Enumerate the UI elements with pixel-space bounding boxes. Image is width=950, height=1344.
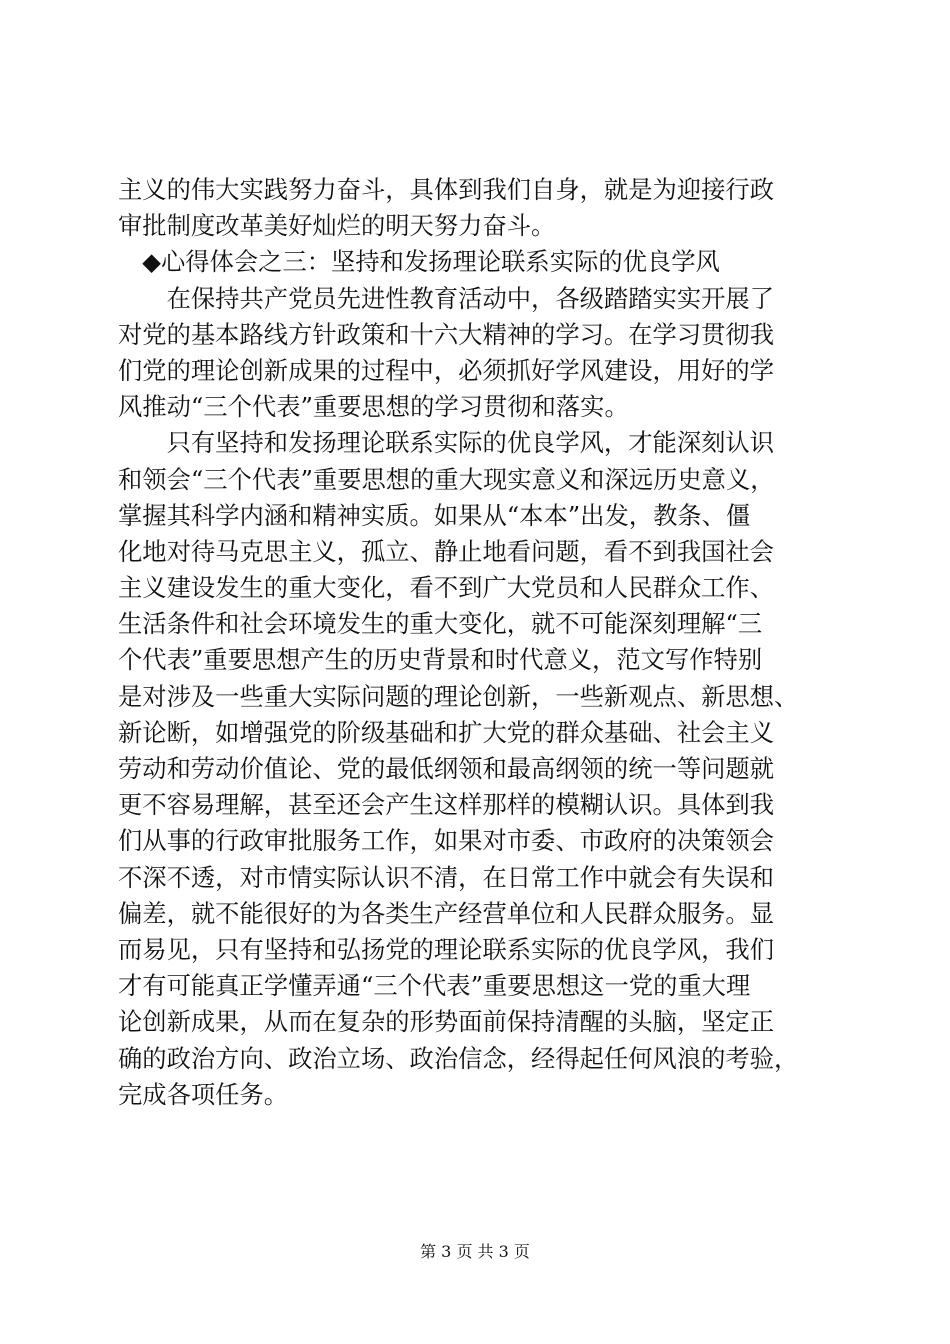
text-line: 主义建设发生的重大变化，看不到广大党员和人民群众工作、: [118, 573, 775, 603]
text-line: 对党的基本路线方针政策和十六大精神的学习。在学习贯彻我: [118, 319, 775, 349]
text-line: 化地对待马克思主义，孤立、静止地看问题，看不到我国社会: [118, 536, 775, 566]
text-line: 主义的伟大实践努力奋斗，具体到我们自身，就是为迎接行政: [118, 175, 775, 204]
text-line: 更不容易理解，甚至还会产生这样那样的模糊认识。具体到我: [118, 790, 775, 820]
text-line: 掌握其科学内涵和精神实质。如果从“本本”出发，教条、僵: [118, 500, 751, 530]
text-line: 和领会“三个代表”重要思想的重大现实意义和深远历史意义，: [118, 464, 775, 494]
text-line: 劳动和劳动价值论、党的最低纲领和最高纲领的统一等问题就: [118, 754, 775, 783]
text-line: 偏差，就不能很好的为各类生产经营单位和人民群众服务。显: [118, 898, 775, 928]
page-footer: 第 3 页 共 3 页: [420, 1242, 530, 1261]
text-line: 们从事的行政审批服务工作，如果对市委、市政府的决策领会: [118, 826, 775, 856]
text-line: 审批制度改革美好灿烂的明天努力奋斗。: [118, 211, 556, 241]
text-line: 是对涉及一些重大实际问题的理论创新，一些新观点、新思想、: [118, 681, 799, 711]
text-line: 而易见，只有坚持和弘扬党的理论联系实际的优良学风，我们: [118, 934, 775, 964]
text-line: 才有可能真正学懂弄通“三个代表”重要思想这一党的重大理: [118, 971, 751, 1001]
section-heading: ◆心得体会之三：坚持和发扬理论联系实际的优良学风: [118, 247, 720, 277]
text-line: 风推动“三个代表”重要思想的学习贯彻和落实。: [118, 392, 629, 422]
text-line: 论创新成果，从而在复杂的形势面前保持清醒的头脑，坚定正: [118, 1007, 775, 1037]
text-line: 个代表”重要思想产生的历史背景和时代意义，范文写作特别: [118, 645, 763, 675]
text-line: 在保持共产党员先进性教育活动中，各级踏踏实实开展了: [118, 283, 775, 313]
document-body: [118, 172, 848, 1113]
text-line: 生活条件和社会环境发生的重大变化，就不可能深刻理解“三: [118, 609, 763, 639]
text-line: 们党的理论创新成果的过程中，必须抓好学风建设，用好的学: [118, 355, 775, 385]
text-line: 确的政治方向、政治立场、政治信念，经得起任何风浪的考验，: [118, 1043, 799, 1073]
text-line: 只有坚持和发扬理论联系实际的优良学风，才能深刻认识: [118, 428, 775, 458]
text-line: 完成各项任务。: [118, 1079, 289, 1109]
text-line: 不深不透，对市情实际认识不清，在日常工作中就会有失误和: [118, 862, 775, 892]
text-line: 新论断，如增强党的阶级基础和扩大党的群众基础、社会主义: [118, 717, 775, 747]
